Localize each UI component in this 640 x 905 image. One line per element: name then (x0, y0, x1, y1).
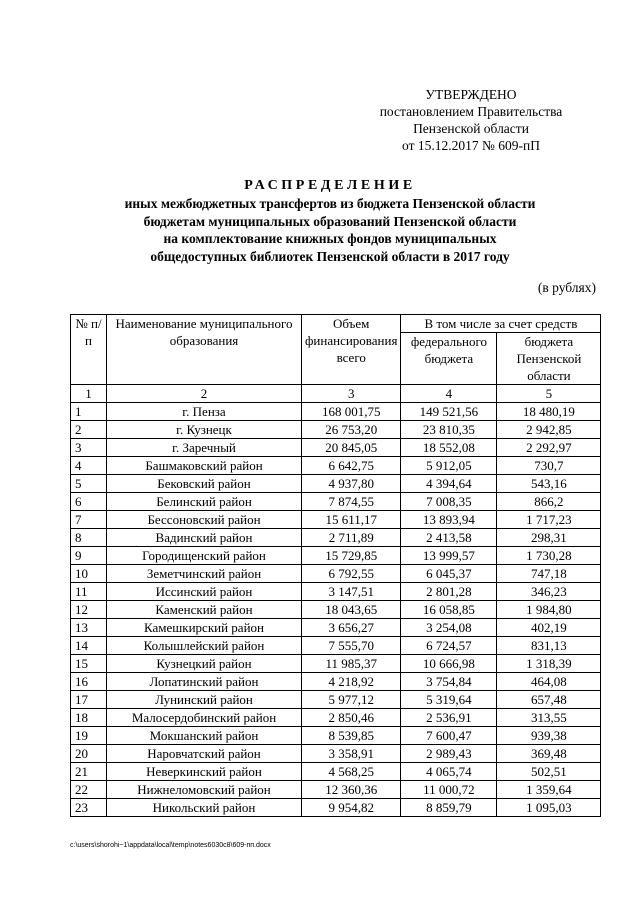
units-label: (в рублях) (537, 280, 596, 295)
table-row (71, 637, 601, 655)
total-amount: 4 218,92 (302, 673, 401, 691)
table-row (71, 439, 601, 457)
table-row (71, 763, 601, 781)
regional-amount: 2 942,85 (497, 421, 601, 439)
municipality-name: Неверкинский район (107, 763, 302, 781)
header-federal: федерального бюджета (401, 333, 497, 385)
total-amount: 11 985,37 (302, 655, 401, 673)
distribution-table (70, 314, 601, 817)
regional-amount: 1 717,23 (497, 511, 601, 529)
municipality-name: Иссинский район (107, 583, 302, 601)
total-amount: 15 729,85 (302, 547, 401, 565)
row-number: 4 (71, 457, 107, 475)
federal-amount: 8 859,79 (401, 799, 497, 817)
regional-amount: 464,08 (497, 673, 601, 691)
federal-amount: 2 801,28 (401, 583, 497, 601)
regional-amount: 298,31 (497, 529, 601, 547)
regional-amount: 831,13 (497, 637, 601, 655)
federal-amount: 4 065,74 (401, 763, 497, 781)
regional-amount: 402,19 (497, 619, 601, 637)
regional-amount: 346,23 (497, 583, 601, 601)
row-number: 8 (71, 529, 107, 547)
table-row (71, 457, 601, 475)
col-number: 5 (497, 385, 601, 403)
total-amount: 2 850,46 (302, 709, 401, 727)
table-row (71, 691, 601, 709)
total-amount: 6 792,55 (302, 565, 401, 583)
row-number: 11 (71, 583, 107, 601)
table-row (71, 673, 601, 691)
row-number: 23 (71, 799, 107, 817)
total-amount: 9 954,82 (302, 799, 401, 817)
table-row (71, 745, 601, 763)
regional-amount: 657,48 (497, 691, 601, 709)
municipality-name: Нижнеломовский район (107, 781, 302, 799)
federal-amount: 149 521,56 (401, 403, 497, 421)
row-number: 3 (71, 439, 107, 457)
federal-amount: 16 058,85 (401, 601, 497, 619)
table-body (71, 403, 601, 817)
total-amount: 8 539,85 (302, 727, 401, 745)
approval-heading: УТВЕРЖДЕНО (425, 87, 517, 102)
total-amount: 6 642,75 (302, 457, 401, 475)
total-amount: 15 611,17 (302, 511, 401, 529)
municipality-name: Бессоновский район (107, 511, 302, 529)
row-number: 15 (71, 655, 107, 673)
municipality-name: Каменский район (107, 601, 302, 619)
title-heading: РАСПРЕДЕЛЕНИЕ (244, 178, 416, 193)
col-number: 4 (401, 385, 497, 403)
federal-amount: 2 536,91 (401, 709, 497, 727)
row-number: 17 (71, 691, 107, 709)
municipality-name: Колышлейский район (107, 637, 302, 655)
table-row (71, 403, 601, 421)
municipality-name: Бековский район (107, 475, 302, 493)
document-title (60, 177, 600, 265)
municipality-name: Мокшанский район (107, 727, 302, 745)
approval-line-3: Пензенской области (413, 121, 529, 136)
total-amount: 7 555,70 (302, 637, 401, 655)
row-number: 14 (71, 637, 107, 655)
federal-amount: 2 989,43 (401, 745, 497, 763)
row-number: 22 (71, 781, 107, 799)
regional-amount: 939,38 (497, 727, 601, 745)
municipality-name: Городищенский район (107, 547, 302, 565)
federal-amount: 5 912,05 (401, 457, 497, 475)
total-amount: 2 711,89 (302, 529, 401, 547)
header-name: Наименование муниципального образования (107, 315, 302, 385)
row-number: 20 (71, 745, 107, 763)
total-amount: 12 360,36 (302, 781, 401, 799)
row-number: 2 (71, 421, 107, 439)
row-number: 19 (71, 727, 107, 745)
municipality-name: Камешкирский район (107, 619, 302, 637)
regional-amount: 369,48 (497, 745, 601, 763)
municipality-name: Лунинский район (107, 691, 302, 709)
total-amount: 5 977,12 (302, 691, 401, 709)
table-row (71, 655, 601, 673)
table-row (71, 475, 601, 493)
header-group: В том числе за счет средств (401, 315, 601, 333)
federal-amount: 13 893,94 (401, 511, 497, 529)
total-amount: 3 147,51 (302, 583, 401, 601)
col-number: 2 (107, 385, 302, 403)
table-row (71, 709, 601, 727)
federal-amount: 6 724,57 (401, 637, 497, 655)
table-row (71, 511, 601, 529)
title-line-2: бюджетам муниципальных образований Пензенской области (143, 213, 517, 229)
approval-line-4: от 15.12.2017 № 609-пП (402, 138, 540, 153)
municipality-name: Кузнецкий район (107, 655, 302, 673)
regional-amount: 747,18 (497, 565, 601, 583)
row-number: 13 (71, 619, 107, 637)
federal-amount: 4 394,64 (401, 475, 497, 493)
row-number: 5 (71, 475, 107, 493)
municipality-name: Никольский район (107, 799, 302, 817)
total-amount: 4 568,25 (302, 763, 401, 781)
row-number: 12 (71, 601, 107, 619)
file-path-footer: c:\users\shorohi~1\appdata\local\temp\notes6030c8\609-пп.docx (70, 842, 271, 849)
regional-amount: 2 292,97 (497, 439, 601, 457)
header-regional: бюджета Пензенской области (497, 333, 601, 385)
total-amount: 26 753,20 (302, 421, 401, 439)
total-amount: 18 043,65 (302, 601, 401, 619)
municipality-name: г. Кузнецк (107, 421, 302, 439)
regional-amount: 18 480,19 (497, 403, 601, 421)
municipality-name: Земетчинский район (107, 565, 302, 583)
federal-amount: 7 008,35 (401, 493, 497, 511)
regional-amount: 313,55 (497, 709, 601, 727)
col-number: 3 (302, 385, 401, 403)
regional-amount: 502,51 (497, 763, 601, 781)
federal-amount: 11 000,72 (401, 781, 497, 799)
federal-amount: 7 600,47 (401, 727, 497, 745)
table-row (71, 781, 601, 799)
table-row (71, 799, 601, 817)
header-num: № п/п (71, 315, 107, 385)
row-number: 21 (71, 763, 107, 781)
table-row (71, 493, 601, 511)
row-number: 1 (71, 403, 107, 421)
table-row (71, 727, 601, 745)
row-number: 9 (71, 547, 107, 565)
regional-amount: 543,16 (497, 475, 601, 493)
municipality-name: г. Пенза (107, 403, 302, 421)
regional-amount: 1 318,39 (497, 655, 601, 673)
header-total: Объем финансирования всего (302, 315, 401, 385)
column-number-row (71, 385, 601, 403)
regional-amount: 730,7 (497, 457, 601, 475)
municipality-name: Белинский район (107, 493, 302, 511)
total-amount: 4 937,80 (302, 475, 401, 493)
municipality-name: Башмаковский район (107, 457, 302, 475)
total-amount: 20 845,05 (302, 439, 401, 457)
table-row (71, 421, 601, 439)
total-amount: 3 358,91 (302, 745, 401, 763)
regional-amount: 1 359,64 (497, 781, 601, 799)
federal-amount: 23 810,35 (401, 421, 497, 439)
federal-amount: 5 319,64 (401, 691, 497, 709)
table-row (71, 583, 601, 601)
approval-line-2: постановлением Правительства (379, 104, 563, 119)
approval-block (330, 86, 612, 154)
federal-amount: 13 999,57 (401, 547, 497, 565)
municipality-name: г. Заречный (107, 439, 302, 457)
title-line-3: на комплектование книжных фондов муниципальных (163, 231, 497, 246)
table-row (71, 547, 601, 565)
table-row (71, 619, 601, 637)
regional-amount: 1 095,03 (497, 799, 601, 817)
total-amount: 7 874,55 (302, 493, 401, 511)
federal-amount: 6 045,37 (401, 565, 497, 583)
regional-amount: 866,2 (497, 493, 601, 511)
table-row (71, 529, 601, 547)
federal-amount: 3 254,08 (401, 619, 497, 637)
row-number: 7 (71, 511, 107, 529)
total-amount: 3 656,27 (302, 619, 401, 637)
federal-amount: 3 754,84 (401, 673, 497, 691)
regional-amount: 1 984,80 (497, 601, 601, 619)
municipality-name: Лопатинский район (107, 673, 302, 691)
federal-amount: 10 666,98 (401, 655, 497, 673)
total-amount: 168 001,75 (302, 403, 401, 421)
row-number: 18 (71, 709, 107, 727)
table-row (71, 601, 601, 619)
federal-amount: 2 413,58 (401, 529, 497, 547)
title-line-4: общедоступных библиотек Пензенской области в 2017 году (150, 248, 510, 264)
municipality-name: Вадинский район (107, 529, 302, 547)
federal-amount: 18 552,08 (401, 439, 497, 457)
table-row (71, 565, 601, 583)
regional-amount: 1 730,28 (497, 547, 601, 565)
municipality-name: Малосердобинский район (107, 709, 302, 727)
row-number: 16 (71, 673, 107, 691)
row-number: 10 (71, 565, 107, 583)
title-line-1: иных межбюджетных трансфертов из бюджета Пензенской области (124, 196, 536, 211)
row-number: 6 (71, 493, 107, 511)
municipality-name: Наровчатский район (107, 745, 302, 763)
col-number: 1 (71, 385, 107, 403)
